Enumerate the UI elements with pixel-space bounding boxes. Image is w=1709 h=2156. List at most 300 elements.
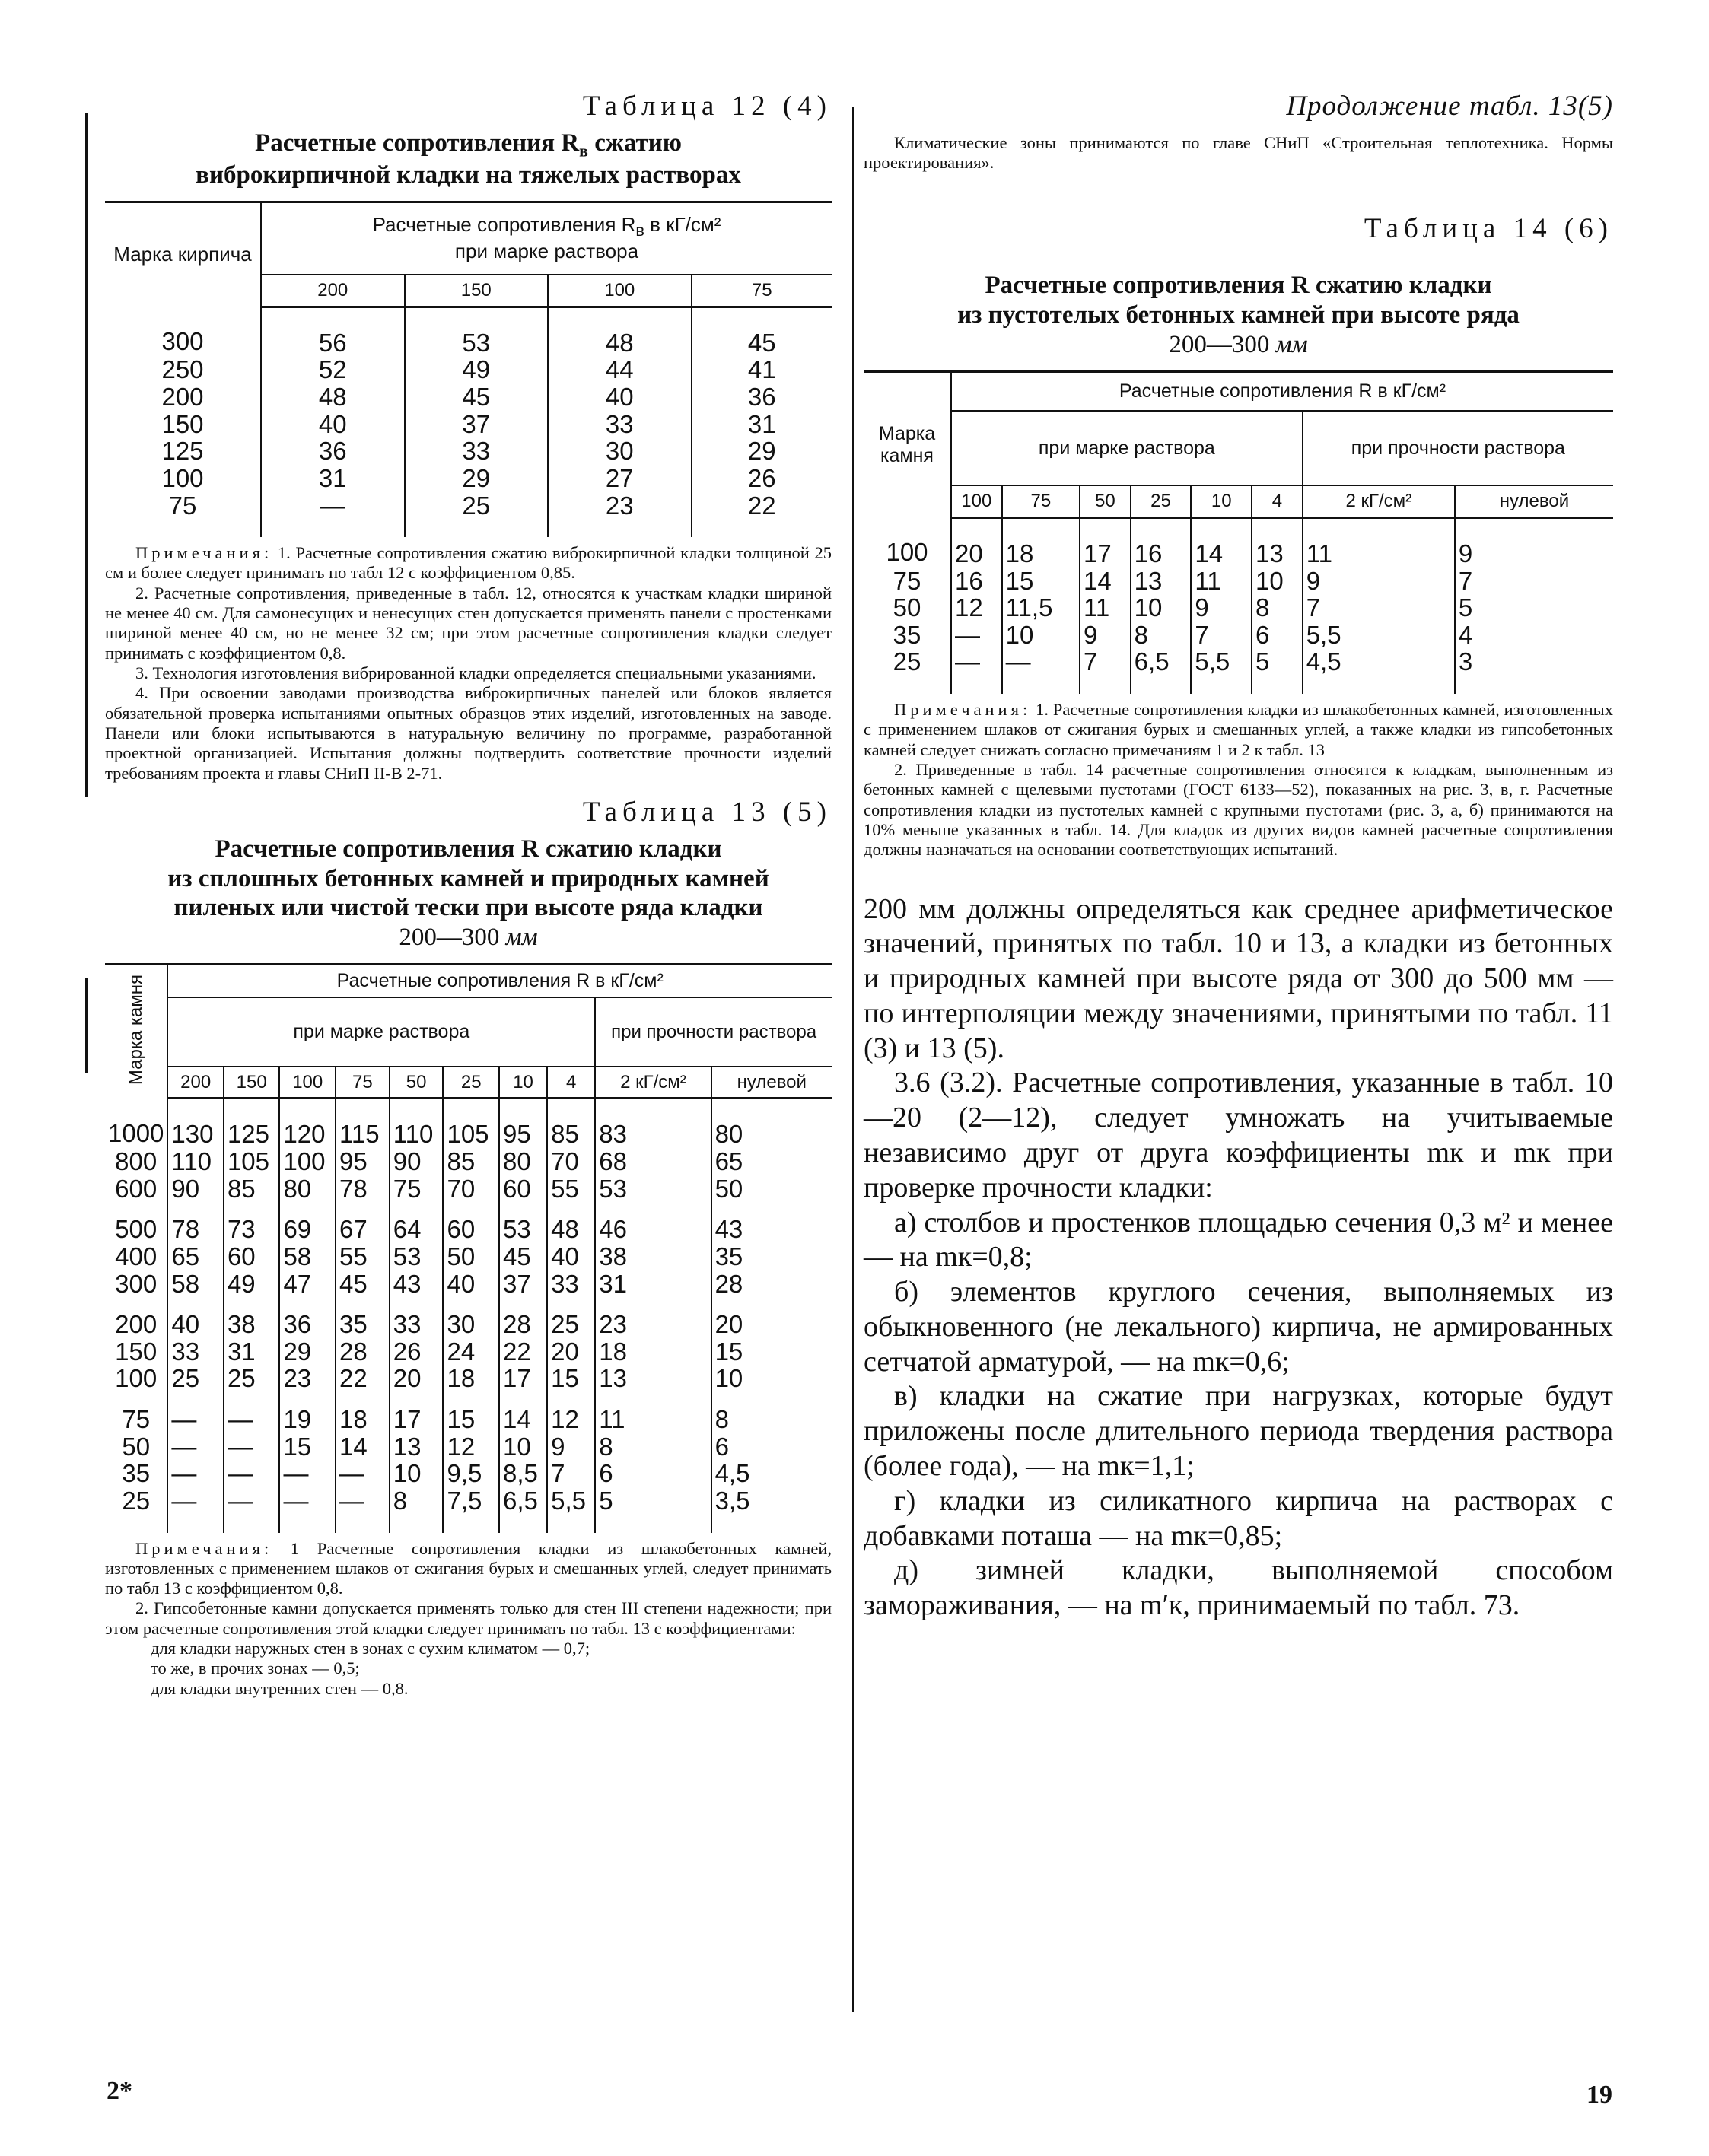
value-cell: 40 [261, 411, 405, 438]
table-12-label: Таблица 12 (4) [582, 91, 832, 122]
value-cell: 110 [167, 1148, 224, 1175]
value-cell: 85 [443, 1148, 499, 1175]
value-cell: 30 [548, 437, 692, 465]
value-cell: 53 [595, 1175, 711, 1203]
table-14-note-2: 2. Приведенные в табл. 14 расчетные сопротивления относятся к кладкам, выполненным из бетонных камней с щелевыми пустотами (ГОСТ 6133—52), показанных на рис. 3, в, г. Расчетные сопротивления кладки из пустотелых камней с крупными пустотами (рис. 3, а, б) принимаются на 10% меньше указанных в табл. 14. Для кладок из других видов камней расчетные сопротивления должны назначаться на основании соответствующих испытаний. [864, 759, 1613, 860]
table-12-note-1: 1. Расчетные сопротивления сжатию виброкирпичной кладки толщиной 25 см и более следует принимать по табл 12 с коэффициентом 0,85. [105, 543, 832, 583]
value-cell: 60 [499, 1175, 547, 1203]
row-brand-cell: 150 [115, 1337, 158, 1366]
row-brand-cell: 150 [161, 409, 204, 438]
value-cell: 11 [1303, 517, 1455, 567]
value-cell: 11 [1191, 568, 1252, 595]
table-14-col-3: 25 [1131, 485, 1192, 517]
value-cell: 13 [595, 1365, 711, 1392]
value-cell: — [167, 1460, 224, 1487]
value-cell: 9 [547, 1433, 595, 1461]
value-cell: 22 [499, 1338, 547, 1366]
value-cell: 105 [443, 1099, 499, 1148]
value-cell: — [951, 622, 1002, 649]
value-cell: 41 [692, 356, 832, 383]
value-cell: — [167, 1392, 224, 1433]
value-cell: 52 [261, 356, 405, 383]
table-14-col-1: 75 [1002, 485, 1080, 517]
value-cell: 8 [390, 1487, 444, 1533]
table-row [105, 1338, 832, 1366]
value-cell: 14 [336, 1433, 390, 1461]
value-cell: 29 [692, 437, 832, 465]
table-13-col-5: 25 [443, 1067, 499, 1099]
signature-mark: 2* [107, 2077, 132, 2105]
value-cell: 31 [692, 411, 832, 438]
value-cell: 24 [443, 1338, 499, 1366]
value-cell: 48 [547, 1202, 595, 1243]
value-cell: 18 [443, 1365, 499, 1392]
value-cell: 5 [1455, 594, 1613, 622]
value-cell: 60 [224, 1243, 280, 1270]
value-cell: 64 [390, 1202, 444, 1243]
table-14-col-2: 50 [1080, 485, 1131, 517]
value-cell: 75 [390, 1175, 444, 1203]
value-cell: 44 [548, 356, 692, 383]
value-cell: 56 [261, 307, 405, 356]
table-14 [864, 214, 1613, 860]
value-cell: 8 [1252, 594, 1303, 622]
row-brand-cell: 35 [893, 620, 921, 649]
value-cell: — [951, 648, 1002, 694]
table-13-head-group: Расчетные сопротивления R в кГ/см² [167, 965, 832, 997]
table-13-note-2: 2. Гипсобетонные камни допускается применять только для стен III степени надежности; при этом расчетные сопротивления этой кладки следует принимать по табл. 13 с коэффициентами: [105, 1598, 832, 1638]
value-cell: 28 [711, 1270, 832, 1298]
value-cell: 85 [224, 1175, 280, 1203]
value-cell: 55 [547, 1175, 595, 1203]
table-row [105, 1099, 832, 1148]
value-cell: — [224, 1487, 280, 1533]
value-cell: 11,5 [1002, 594, 1080, 622]
value-cell: 6,5 [499, 1487, 547, 1533]
value-cell: 95 [336, 1148, 390, 1175]
table-row [105, 1148, 832, 1175]
value-cell: 33 [167, 1338, 224, 1366]
row-brand-cell: 75 [893, 566, 921, 595]
value-cell: 11 [595, 1392, 711, 1433]
value-cell: 36 [261, 437, 405, 465]
center-rule-bottom [852, 1149, 854, 2012]
value-cell: 15 [711, 1338, 832, 1366]
value-cell: 14 [499, 1392, 547, 1433]
row-brand-cell: 200 [115, 1310, 158, 1339]
row-brand-cell: 100 [886, 538, 928, 567]
table-row [105, 1392, 832, 1433]
row-brand-cell: 500 [115, 1215, 158, 1244]
table-12-note-4: 4. При освоении заводами производства виброкирпичных панелей или блоков является обязательной проверка испытаниями опытных образцов этих изделий, изготовленных на заводе. Панели или блоки испытываются в натуральную величину по программе, разработанной проектной организацией. Испытания должны подтвердить соответствие прочности изделий требованиям проекта и главы СНиП II-В 2-71. [105, 683, 832, 783]
table-13-col-7: 4 [547, 1067, 595, 1099]
value-cell: 20 [711, 1297, 832, 1338]
value-cell: 40 [547, 1243, 595, 1270]
value-cell: 78 [167, 1202, 224, 1243]
value-cell: 6 [1252, 622, 1303, 649]
row-brand-cell: 600 [115, 1174, 158, 1203]
left-column [105, 91, 832, 1699]
value-cell: 65 [167, 1243, 224, 1270]
value-cell: 33 [405, 437, 549, 465]
value-cell: 25 [405, 492, 549, 538]
value-cell: 17 [390, 1392, 444, 1433]
value-cell: 36 [692, 383, 832, 411]
table-14-grid [864, 370, 1613, 694]
value-cell: 60 [443, 1202, 499, 1243]
table-row [105, 383, 832, 411]
value-cell: — [261, 492, 405, 538]
value-cell: — [167, 1433, 224, 1461]
value-cell: — [279, 1460, 336, 1487]
value-cell: 73 [224, 1202, 280, 1243]
value-cell: 78 [336, 1175, 390, 1203]
row-brand-cell: 200 [161, 383, 204, 412]
continuation-label: Продолжение табл. 13(5) [1286, 91, 1613, 122]
row-brand-cell: 25 [122, 1486, 151, 1515]
row-brand-cell: 125 [161, 437, 204, 466]
table-12 [105, 91, 832, 784]
value-cell: 33 [547, 1270, 595, 1298]
table-13-note-item-2: то же, в прочих зонах — 0,5; [151, 1658, 360, 1678]
table-row [864, 568, 1613, 595]
table-row [105, 411, 832, 438]
table-row [105, 492, 832, 538]
value-cell: 10 [499, 1433, 547, 1461]
value-cell: 10 [1131, 594, 1192, 622]
value-cell: 80 [711, 1099, 832, 1148]
table-14-col-0: 100 [951, 485, 1002, 517]
value-cell: 31 [224, 1338, 280, 1366]
value-cell: 9 [1455, 517, 1613, 567]
table-13-label: Таблица 13 (5) [582, 796, 832, 828]
value-cell: 29 [405, 465, 549, 492]
row-brand-cell: 1000 [108, 1118, 164, 1147]
table-14-col-6: 2 кГ/см² [1303, 485, 1455, 517]
value-cell: — [279, 1487, 336, 1533]
table-12-head-group: Расчетные сопротивления $R_в$ в кГ/см² при марке раствора [261, 202, 832, 275]
value-cell: 90 [167, 1175, 224, 1203]
table-13 [105, 797, 832, 1699]
value-cell: 46 [595, 1202, 711, 1243]
table-row [864, 648, 1613, 694]
center-rule-top [852, 107, 854, 1168]
value-cell: 45 [405, 383, 549, 411]
value-cell: 9 [1303, 568, 1455, 595]
value-cell: 33 [548, 411, 692, 438]
table-12-head-brand: Марка кирпича [105, 202, 261, 307]
row-brand-cell: 35 [122, 1459, 151, 1488]
value-cell: 23 [595, 1297, 711, 1338]
value-cell: 22 [692, 492, 832, 538]
value-cell: 13 [1252, 517, 1303, 567]
value-cell: 125 [224, 1099, 280, 1148]
table-14-note-1: 1. Расчетные сопротивления кладки из шлакобетонных камней, изготовленных с применением шлаков от сжигания бурых и смешанных углей, а также кладки из гипсобетонных камней следует снижать согласно примечаниям 1 и 2 к табл. 13 [864, 700, 1613, 759]
table-13-col-4: 50 [390, 1067, 444, 1099]
value-cell: 28 [336, 1338, 390, 1366]
row-brand-cell: 50 [122, 1432, 151, 1461]
table-13-head-mortar: при марке раствора [167, 997, 595, 1067]
value-cell: 7 [1080, 648, 1131, 694]
value-cell: 65 [711, 1148, 832, 1175]
value-cell: 53 [499, 1202, 547, 1243]
value-cell: 53 [405, 307, 549, 356]
value-cell: 31 [595, 1270, 711, 1298]
value-cell: 10 [711, 1365, 832, 1392]
value-cell: 3,5 [711, 1487, 832, 1533]
value-cell: 26 [692, 465, 832, 492]
value-cell: 23 [279, 1365, 336, 1392]
table-row [105, 465, 832, 492]
value-cell: 25 [547, 1297, 595, 1338]
value-cell: 15 [279, 1433, 336, 1461]
value-cell: 120 [279, 1099, 336, 1148]
left-margin-rule-top [85, 113, 88, 797]
value-cell: 14 [1191, 517, 1252, 567]
table-14-col-4: 10 [1191, 485, 1252, 517]
body-item-e: д) зимней кладки, выполняемой способом замораживания, — на m′к, принимаемый по табл. 73. [864, 1554, 1613, 1622]
body-paragraph-2: 3.6 (3.2). Расчетные сопротивления, указанные в табл. 10—20 (2—12), следует умножать на учитываемые независимо друг от друга коэффициенты mк и mк при проверке прочности кладки: [864, 1067, 1613, 1204]
value-cell: 5,5 [1191, 648, 1252, 694]
table-14-head-strength: при прочности раствора [1303, 411, 1613, 486]
value-cell: 25 [224, 1365, 280, 1392]
table-row [105, 1243, 832, 1270]
value-cell: — [224, 1392, 280, 1433]
value-cell: 4,5 [1303, 648, 1455, 694]
body-paragraph-1: 200 мм должны определяться как среднее арифметическое значений, принятых по табл. 10 и 13, а кладки из бетонных и природных камней при высоте ряда от 300 до 500 мм — по интерполяции между значениями, принятыми по табл. 11 (3) и 13 (5). [864, 892, 1613, 1064]
table-13-col-0: 200 [167, 1067, 224, 1099]
table-13-head-strength: при прочности раствора [595, 997, 832, 1067]
value-cell: 38 [224, 1297, 280, 1338]
table-13-note-item-3: для кладки внутренних стен — 0,8. [151, 1678, 409, 1698]
value-cell: 110 [390, 1099, 444, 1148]
table-14-col-7: нулевой [1455, 485, 1613, 517]
value-cell: 100 [279, 1148, 336, 1175]
table-12-col-0: 200 [261, 275, 405, 307]
value-cell: 53 [390, 1243, 444, 1270]
table-14-head-brand: Марка камня [864, 371, 951, 517]
value-cell: 16 [951, 568, 1002, 595]
table-12-grid [105, 201, 832, 537]
row-brand-cell: 75 [122, 1405, 151, 1434]
value-cell: 69 [279, 1202, 336, 1243]
value-cell: 50 [711, 1175, 832, 1203]
value-cell: 6 [711, 1433, 832, 1461]
row-brand-cell: 300 [161, 327, 204, 356]
value-cell: 95 [499, 1099, 547, 1148]
value-cell: 55 [336, 1243, 390, 1270]
value-cell: 40 [167, 1297, 224, 1338]
value-cell: 10 [1252, 568, 1303, 595]
value-cell: 20 [547, 1338, 595, 1366]
body-item-b: б) элементов круглого сечения, выполняемых из обыкновенного (не лекального) кирпича, не армированных сетчатой арматурой, — на mк=0,6; [864, 1276, 1613, 1378]
value-cell: 12 [547, 1392, 595, 1433]
value-cell: 33 [390, 1297, 444, 1338]
table-12-col-3: 75 [692, 275, 832, 307]
table-13-note-1: 1 Расчетные сопротивления кладки из шлакобетонных камней, изготовленных с применением шлаков от сжигания бурых и смешанных углей, следует принимать по табл 13 с коэффициентом 0,8. [105, 1538, 832, 1598]
table-row [105, 1433, 832, 1461]
value-cell: 8 [595, 1433, 711, 1461]
value-cell: 12 [443, 1433, 499, 1461]
table-13-notes [105, 1539, 832, 1700]
table-row [105, 1365, 832, 1392]
table-13-note-item-1: для кладки наружных стен в зонах с сухим климатом — 0,7; [151, 1639, 590, 1658]
value-cell: 7 [1191, 622, 1252, 649]
table-row [105, 1202, 832, 1243]
value-cell: — [1002, 648, 1080, 694]
table-row [105, 307, 832, 356]
value-cell: 58 [279, 1243, 336, 1270]
value-cell: 10 [390, 1460, 444, 1487]
value-cell: 85 [547, 1099, 595, 1148]
value-cell: 7 [1455, 568, 1613, 595]
value-cell: 3 [1455, 648, 1613, 694]
value-cell: 10 [1002, 622, 1080, 649]
value-cell: 19 [279, 1392, 336, 1433]
value-cell: 47 [279, 1270, 336, 1298]
table-14-notes [864, 700, 1613, 860]
value-cell: 49 [405, 356, 549, 383]
value-cell: 35 [711, 1243, 832, 1270]
body-item-a: а) столбов и простенков площадью сечения 0,3 м² и менее — на mк=0,8; [864, 1206, 1613, 1274]
value-cell: — [167, 1487, 224, 1533]
table-12-col-2: 100 [548, 275, 692, 307]
table-row [105, 1270, 832, 1298]
table-row [105, 1175, 832, 1203]
value-cell: 130 [167, 1099, 224, 1148]
table-13-grid [105, 963, 832, 1532]
table-14-head-mortar: при марке раствора [951, 411, 1303, 486]
table-13-title: Расчетные сопротивления R сжатию кладки из сплошных бетонных камней и природных камней пиленых или чистой тески при высоте ряда кладки 200—300 мм [167, 835, 769, 952]
value-cell: 13 [1131, 568, 1192, 595]
value-cell: 18 [595, 1338, 711, 1366]
table-row [864, 594, 1613, 622]
value-cell: 36 [279, 1297, 336, 1338]
value-cell: 14 [1080, 568, 1131, 595]
row-brand-cell: 300 [115, 1269, 158, 1298]
table-14-col-5: 4 [1252, 485, 1303, 517]
table-12-notes [105, 543, 832, 784]
table-row [105, 437, 832, 465]
row-brand-cell: 50 [893, 593, 921, 622]
value-cell: 18 [336, 1392, 390, 1433]
continuation-text: Климатические зоны принимаются по главе СНиП «Строительная теплотехника. Нормы проектирования». [864, 132, 1613, 172]
value-cell: 8 [711, 1392, 832, 1433]
row-brand-cell: 75 [168, 491, 197, 520]
value-cell: 4,5 [711, 1460, 832, 1487]
value-cell: 5 [1252, 648, 1303, 694]
body-text [864, 892, 1613, 1623]
value-cell: — [336, 1487, 390, 1533]
table-12-note-3: 3. Технология изготовления вибрированной кладки определяется специальными указаниями. [135, 663, 816, 683]
value-cell: 16 [1131, 517, 1192, 567]
table-13-col-1: 150 [224, 1067, 280, 1099]
body-item-c: в) кладки на сжатие при нагрузках, которые будут приложены после длительного периода твердения раствора (более года), — на mк=1,1; [864, 1380, 1613, 1483]
value-cell: — [224, 1460, 280, 1487]
value-cell: 28 [499, 1297, 547, 1338]
value-cell: 49 [224, 1270, 280, 1298]
value-cell: 80 [279, 1175, 336, 1203]
table-12-notes-head: Примечания: [135, 543, 273, 563]
value-cell: 48 [548, 307, 692, 356]
table-12-col-1: 150 [405, 275, 549, 307]
value-cell: 43 [390, 1270, 444, 1298]
value-cell: 20 [390, 1365, 444, 1392]
value-cell: 67 [336, 1202, 390, 1243]
value-cell: 9 [1191, 594, 1252, 622]
value-cell: 37 [499, 1270, 547, 1298]
row-brand-cell: 800 [115, 1147, 158, 1176]
value-cell: 6 [595, 1460, 711, 1487]
table-13-col-9: нулевой [711, 1067, 832, 1099]
value-cell: 26 [390, 1338, 444, 1366]
value-cell: 15 [1002, 568, 1080, 595]
table-row [864, 622, 1613, 649]
value-cell: 22 [336, 1365, 390, 1392]
row-brand-cell: 250 [161, 355, 204, 384]
value-cell: 12 [951, 594, 1002, 622]
value-cell: 29 [279, 1338, 336, 1366]
value-cell: 45 [499, 1243, 547, 1270]
value-cell: 17 [1080, 517, 1131, 567]
page-number: 19 [1586, 2081, 1612, 2109]
row-brand-cell: 400 [115, 1242, 158, 1270]
table-row [105, 1297, 832, 1338]
value-cell: 58 [167, 1270, 224, 1298]
table-row [864, 517, 1613, 567]
value-cell: 15 [547, 1365, 595, 1392]
table-14-label: Таблица 14 (6) [1364, 213, 1613, 245]
value-cell: 30 [443, 1297, 499, 1338]
value-cell: 6,5 [1131, 648, 1192, 694]
value-cell: 23 [548, 492, 692, 538]
value-cell: — [224, 1433, 280, 1461]
value-cell: 5 [595, 1487, 711, 1533]
table-row [105, 1460, 832, 1487]
value-cell: 83 [595, 1099, 711, 1148]
value-cell: 48 [261, 383, 405, 411]
value-cell: 115 [336, 1099, 390, 1148]
value-cell: 20 [951, 517, 1002, 567]
value-cell: 17 [499, 1365, 547, 1392]
table-13-col-8: 2 кГ/см² [595, 1067, 711, 1099]
value-cell: 70 [443, 1175, 499, 1203]
value-cell: 5,5 [1303, 622, 1455, 649]
value-cell: 40 [548, 383, 692, 411]
left-margin-rule-bottom [85, 978, 88, 1073]
value-cell: 11 [1080, 594, 1131, 622]
value-cell: 45 [692, 307, 832, 356]
table-13-col-2: 100 [279, 1067, 336, 1099]
value-cell: 5,5 [547, 1487, 595, 1533]
value-cell: 7 [1303, 594, 1455, 622]
value-cell: 25 [167, 1365, 224, 1392]
table-14-title: Расчетные сопротивления R сжатию кладки из пустотелых бетонных камней при высоте ряда 200—300 мм [957, 272, 1520, 358]
value-cell: 7 [547, 1460, 595, 1487]
value-cell: 13 [390, 1433, 444, 1461]
table-14-head-group: Расчетные сопротивления R в кГ/см² [951, 371, 1613, 410]
row-brand-cell: 100 [115, 1364, 158, 1393]
body-item-d: г) кладки из силикатного кирпича на растворах с добавками поташа — на mк=0,85; [864, 1484, 1613, 1552]
table-14-notes-head: Примечания: [894, 700, 1032, 720]
value-cell: 45 [336, 1270, 390, 1298]
table-row [105, 356, 832, 383]
value-cell: 37 [405, 411, 549, 438]
value-cell: 9 [1080, 622, 1131, 649]
table-12-note-2: 2. Расчетные сопротивления, приведенные в табл. 12, относятся к участкам кладки шириной не менее 40 см. Для самонесущих и ненесущих стен допускается применять панели с простенками шириной менее 40 см, но не менее 32 см; при этом расчетные сопротивления кладки следует принимать с коэффициентом 0,8. [105, 583, 832, 663]
value-cell: 35 [336, 1297, 390, 1338]
value-cell: 80 [499, 1148, 547, 1175]
